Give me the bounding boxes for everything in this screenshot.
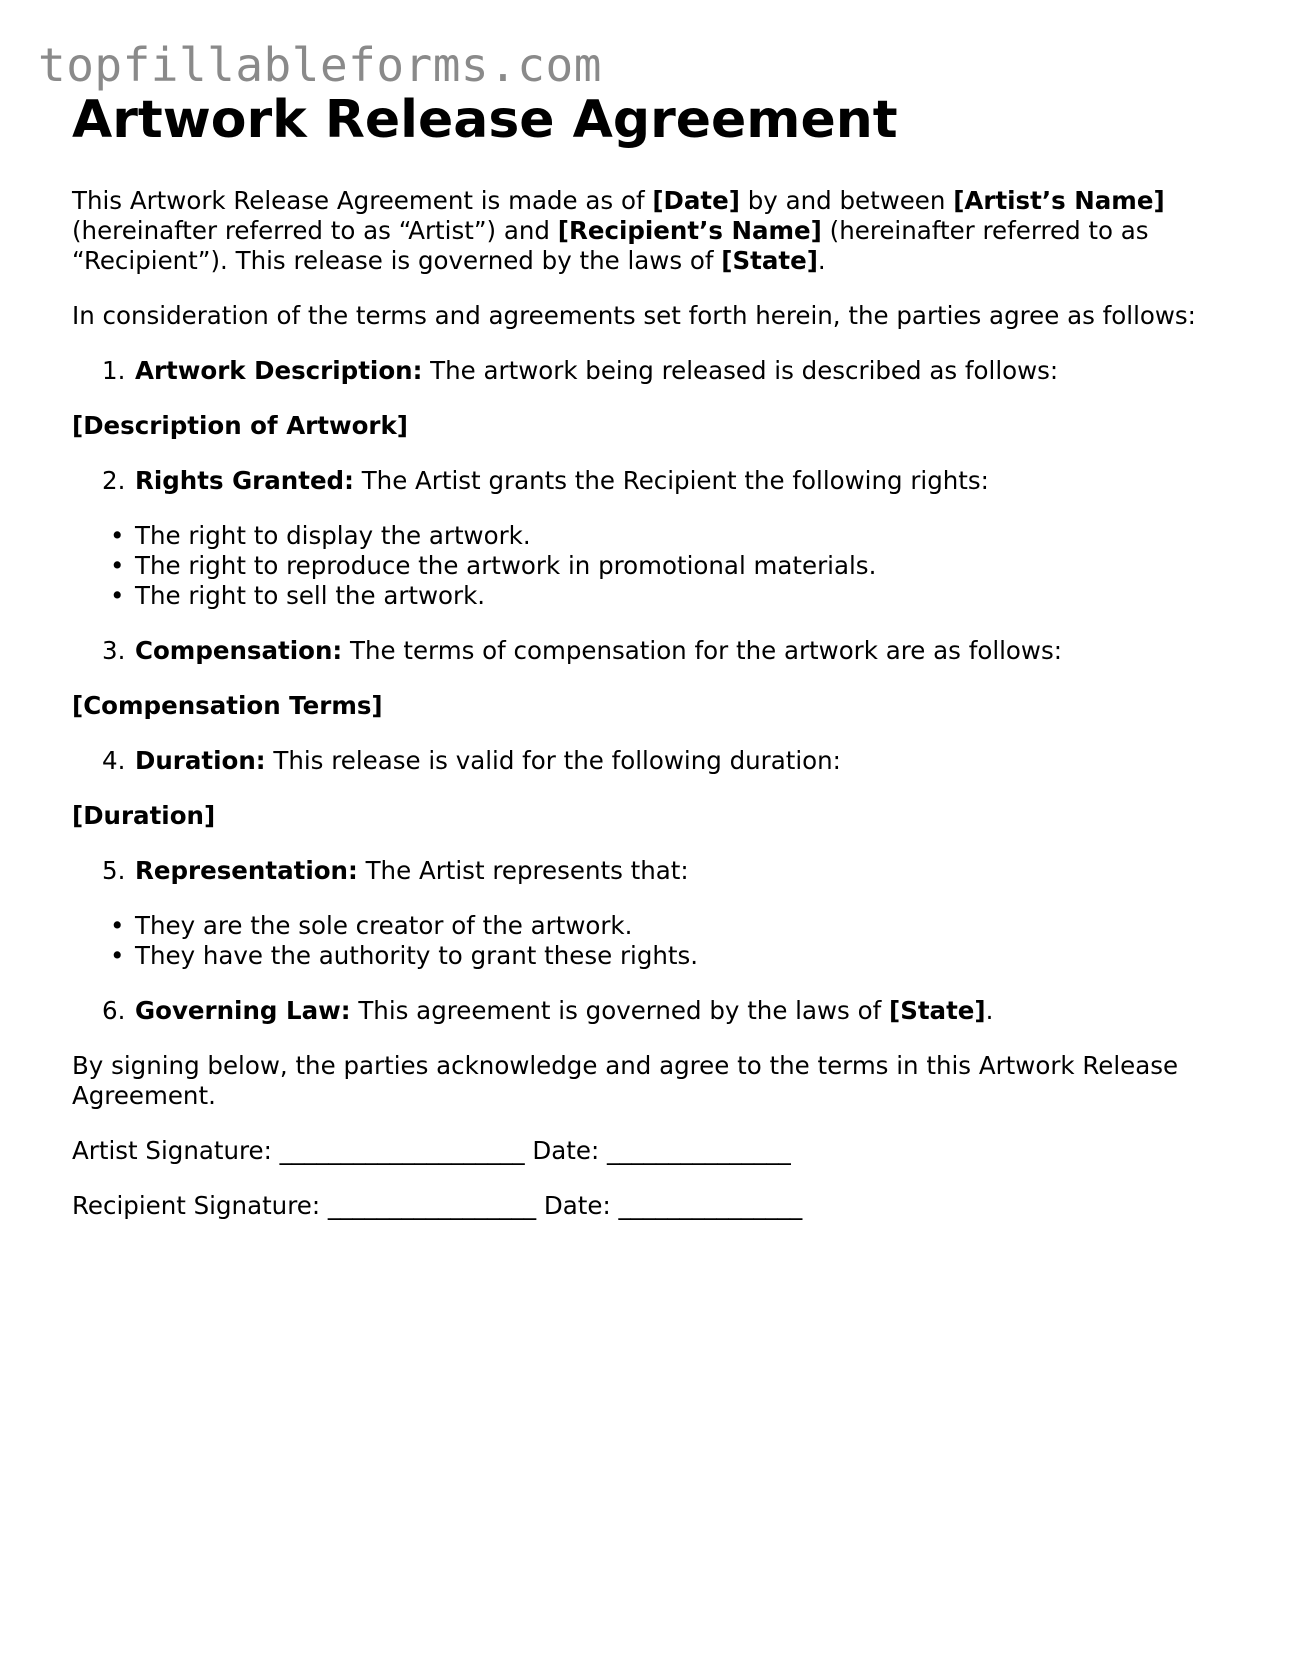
section-duration <box>72 746 1232 776</box>
section-representation <box>72 856 1232 886</box>
recipient-name-placeholder: [Recipient’s Name] <box>557 216 822 245</box>
section-number: 4. <box>102 746 126 775</box>
section-heading: Compensation: <box>135 636 343 665</box>
site-watermark: topfillableforms.com <box>38 38 602 92</box>
section-number: 1. <box>102 356 126 385</box>
list-item: • The right to reproduce the artwork in promotional materials. <box>110 551 877 580</box>
artist-signature-line[interactable]: Artist Signature: ____________________ Date: _______________ <box>72 1136 791 1165</box>
section-heading: Governing Law: <box>135 996 351 1025</box>
intro-text-5: . <box>817 246 826 275</box>
intro-text-2: by and between <box>739 186 954 215</box>
artist-name-placeholder: [Artist’s Name] <box>953 186 1165 215</box>
description-placeholder: [Description of Artwork] <box>72 411 409 440</box>
list-item: • The right to display the artwork. <box>110 521 531 550</box>
bullet: • <box>110 521 125 550</box>
document-body <box>72 88 1232 1246</box>
intro-text-3: (hereinafter referred to as “Artist”) and <box>72 216 558 245</box>
section-heading: Rights Granted: <box>135 466 354 495</box>
section-rights-granted <box>72 466 1232 496</box>
section-text: This release is valid for the following duration: <box>265 746 841 775</box>
intro-text-4: (hereinafter referred to as “Recipient”). This release is governed by the laws of <box>72 216 1149 275</box>
section-compensation <box>72 636 1232 666</box>
rights-list <box>72 521 1232 611</box>
section-text: The Artist grants the Recipient the following rights: <box>353 466 989 495</box>
list-item: • The right to sell the artwork. <box>110 581 486 610</box>
document-title: Artwork Release Agreement <box>72 90 898 150</box>
representation-list <box>72 911 1232 971</box>
date-placeholder: [Date] <box>652 186 740 215</box>
intro-text-1: This Artwork Release Agreement is made as of <box>72 186 653 215</box>
bullet: • <box>110 911 125 940</box>
list-item: • They are the sole creator of the artwork. <box>110 911 633 940</box>
section-artwork-description <box>72 356 1232 386</box>
section-heading: Duration: <box>135 746 266 775</box>
section-number: 5. <box>102 856 126 885</box>
section-number: 2. <box>102 466 126 495</box>
section-governing-law: 6. Governing Law: This agreement is governed by the laws of [State]. <box>102 996 994 1025</box>
section-heading: Representation: <box>135 856 358 885</box>
section-text: The artwork being released is described as follows: <box>422 356 1059 385</box>
state-placeholder: [State] <box>889 996 986 1025</box>
bullet: • <box>110 941 125 970</box>
section-text: This agreement is governed by the laws of <box>350 996 889 1025</box>
closing-paragraph: By signing below, the parties acknowledge and agree to the terms in this Artwork Release Agreement. <box>72 1051 1179 1110</box>
list-item: • They have the authority to grant these rights. <box>110 941 699 970</box>
duration-placeholder: [Duration] <box>72 801 216 830</box>
bullet: • <box>110 551 125 580</box>
intro-paragraph <box>72 186 1232 276</box>
bullet: • <box>110 581 125 610</box>
section-heading: Artwork Description: <box>135 356 423 385</box>
state-placeholder: [State] <box>721 246 818 275</box>
section-number: 6. <box>102 996 126 1025</box>
consideration-paragraph: In consideration of the terms and agreements set forth herein, the parties agree as follows: <box>72 301 1196 330</box>
section-number: 3. <box>102 636 126 665</box>
compensation-placeholder: [Compensation Terms] <box>72 691 383 720</box>
section-text: The terms of compensation for the artwork are as follows: <box>342 636 1062 665</box>
section-text: The Artist represents that: <box>357 856 689 885</box>
recipient-signature-line[interactable]: Recipient Signature: _________________ Date: _______________ <box>72 1191 803 1220</box>
